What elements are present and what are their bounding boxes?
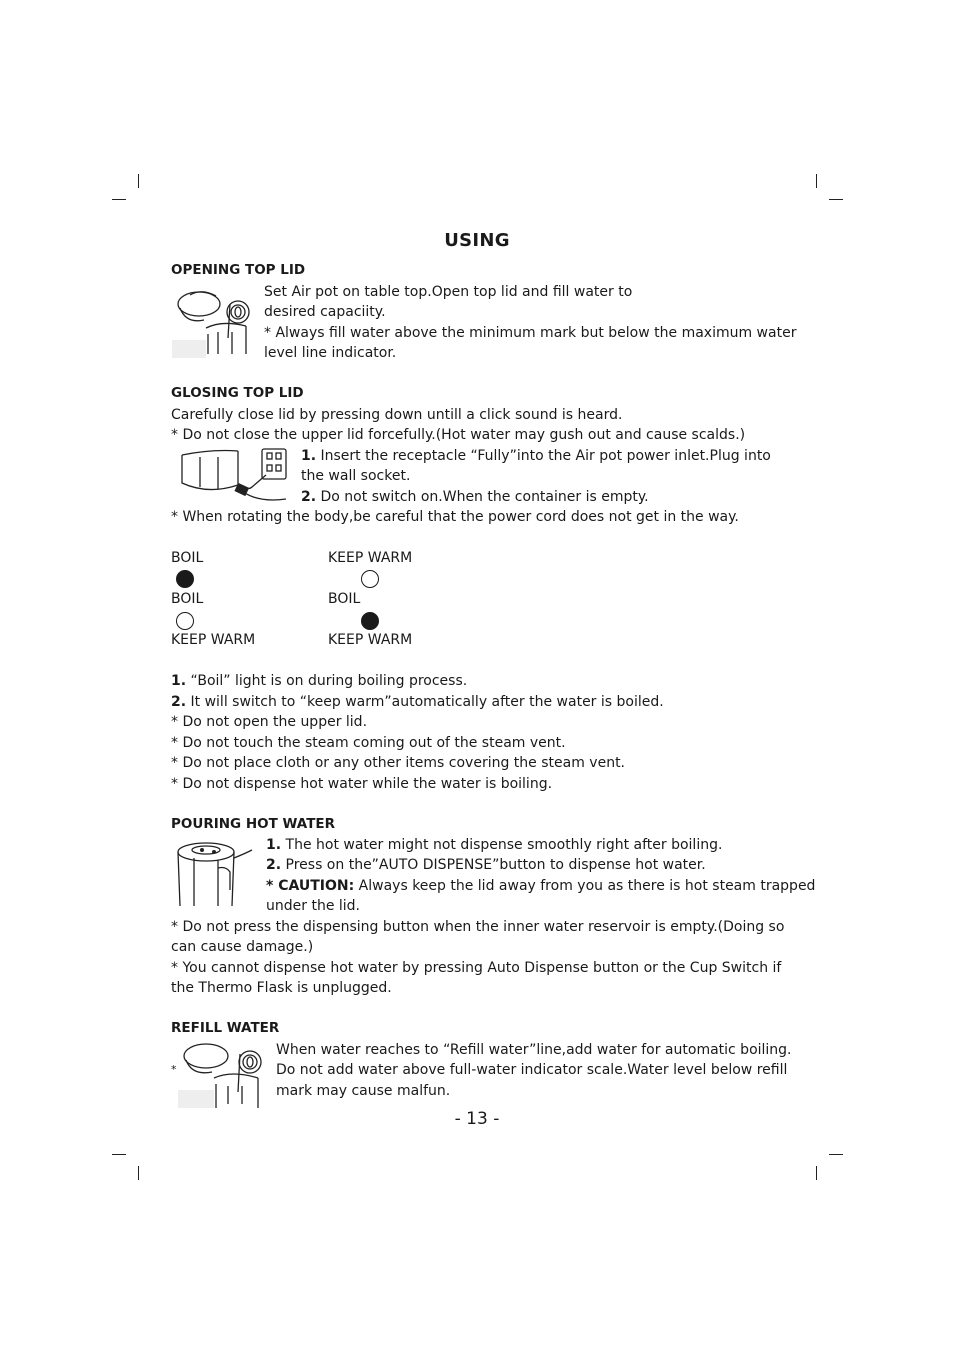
pouring-caution	[266, 876, 815, 897]
pouring-note: * You cannot dispense hot water by pressing Auto Dispense button or the Cup Switch if	[171, 960, 782, 976]
closing-lid-heading: GLOSING TOP LID	[171, 385, 304, 401]
refill-line: When water reaches to “Refill water”line,add water for automatic boiling.	[276, 1042, 792, 1058]
page-number: - 13 -	[454, 1109, 500, 1129]
step-text: Press on the”AUTO DISPENSE”button to dispense hot water.	[285, 857, 706, 873]
indicator-label: BOIL	[171, 591, 204, 607]
caution-label: * CAUTION:	[266, 878, 355, 894]
pouring-caution-cont: under the lid.	[266, 898, 360, 914]
step-number: 2.	[171, 694, 187, 710]
indicator-label: KEEP WARM	[171, 632, 256, 648]
opening-lid-line: Set Air pot on table top.Open top lid and fill water to	[264, 284, 633, 300]
step-number: 1.	[171, 673, 187, 689]
pouring-note: the Thermo Flask is unplugged.	[171, 980, 392, 996]
boil-note: * Do not dispense hot water while the water is boiling.	[171, 776, 553, 792]
crop-mark	[138, 174, 139, 188]
step-text: Insert the receptacle “Fully”into the Air pot power inlet.Plug into	[320, 448, 771, 464]
step-number: 2.	[266, 857, 282, 873]
pouring-step1	[266, 835, 722, 856]
caution-text: Always keep the lid away from you as there is hot steam trapped	[358, 878, 816, 894]
crop-mark	[829, 1154, 843, 1155]
closing-lid-step1	[301, 446, 771, 467]
indicator-label: KEEP WARM	[328, 550, 413, 566]
step-number: 2.	[301, 489, 317, 505]
refill-illustration	[178, 1038, 264, 1108]
closing-lid-note: * When rotating the body,be careful that the power cord does not get in the way.	[171, 509, 739, 525]
closing-lid-step1-cont: the wall socket.	[301, 468, 411, 484]
boil-note	[171, 692, 664, 713]
page-title: USING	[444, 230, 510, 251]
refill-heading: REFILL WATER	[171, 1020, 280, 1036]
refill-star: *	[171, 1063, 177, 1076]
refill-line: Do not add water above full-water indicator scale.Water level below refill	[276, 1062, 788, 1078]
crop-mark	[816, 174, 817, 188]
crop-mark	[112, 1154, 126, 1155]
keep-warm-light-on	[361, 612, 379, 630]
keep-warm-light-off	[361, 570, 379, 588]
step-number: 1.	[266, 837, 282, 853]
boil-note: * Do not place cloth or any other items covering the steam vent.	[171, 755, 626, 771]
boil-light-on	[176, 570, 194, 588]
pouring-note: can cause damage.)	[171, 939, 314, 955]
crop-mark	[829, 199, 843, 200]
indicator-label: BOIL	[171, 550, 204, 566]
closing-lid-step2	[301, 487, 649, 508]
closing-lid-line: Carefully close lid by pressing down untill a click sound is heard.	[171, 407, 623, 423]
crop-mark	[138, 1166, 139, 1180]
crop-mark	[816, 1166, 817, 1180]
boil-note: * Do not open the upper lid.	[171, 714, 368, 730]
refill-line: mark may cause malfun.	[276, 1083, 451, 1099]
crop-mark	[112, 199, 126, 200]
boil-note: * Do not touch the steam coming out of the steam vent.	[171, 735, 566, 751]
opening-lid-line: * Always fill water above the minimum mark but below the maximum water	[264, 325, 797, 341]
closing-lid-line: * Do not close the upper lid forcefully.(Hot water may gush out and cause scalds.)	[171, 427, 746, 443]
indicator-label: BOIL	[328, 591, 361, 607]
opening-lid-line: level line indicator.	[264, 345, 397, 361]
open-lid-illustration	[172, 286, 252, 358]
power-plug-illustration	[178, 447, 296, 503]
step-text: It will switch to “keep warm”automatically after the water is boiled.	[190, 694, 664, 710]
pouring-step2	[266, 855, 706, 876]
opening-lid-heading: OPENING TOP LID	[171, 262, 306, 278]
pouring-note: * Do not press the dispensing button when the inner water reservoir is empty.(Doing so	[171, 919, 785, 935]
step-text: Do not switch on.When the container is empty.	[320, 489, 649, 505]
pour-illustration	[174, 838, 258, 906]
keep-warm-light-off	[176, 612, 194, 630]
step-number: 1.	[301, 448, 317, 464]
pouring-heading: POURING HOT WATER	[171, 816, 336, 832]
boil-note	[171, 671, 467, 692]
opening-lid-line: desired capaciity.	[264, 304, 386, 320]
step-text: The hot water might not dispense smoothly right after boiling.	[285, 837, 723, 853]
indicator-label: KEEP WARM	[328, 632, 413, 648]
step-text: “Boil” light is on during boiling process.	[190, 673, 468, 689]
